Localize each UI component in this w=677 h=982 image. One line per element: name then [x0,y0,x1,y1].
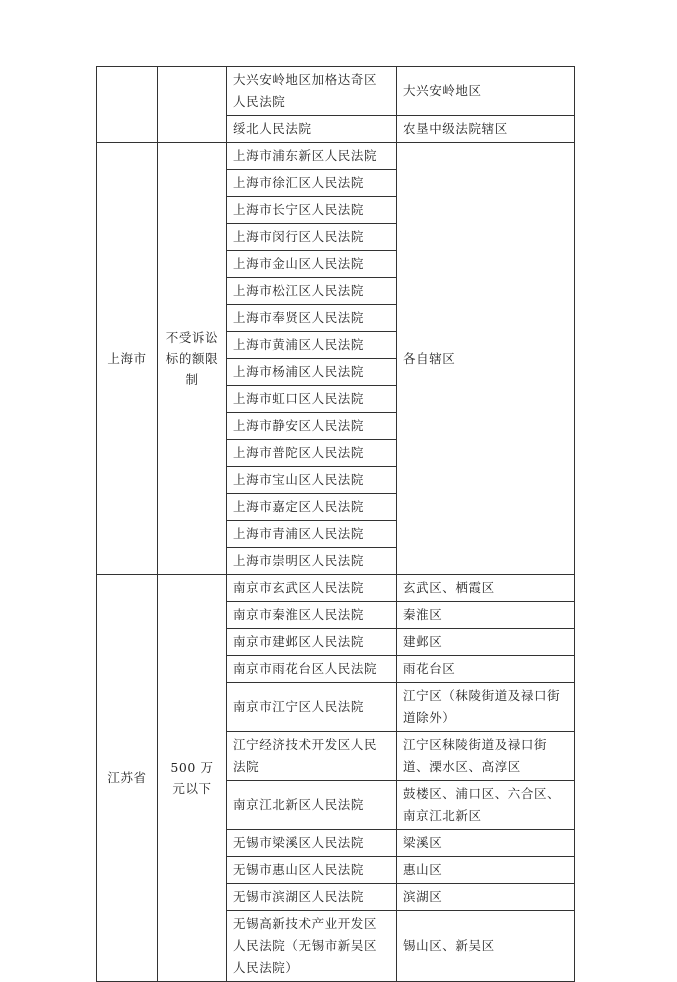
court-cell: 上海市嘉定区人民法院 [227,494,397,521]
court-cell: 江宁经济技术开发区人民法院 [227,732,397,781]
amount-cell-jiangsu: 500 万元以下 [158,575,227,982]
area-cell-shanghai: 各自辖区 [397,143,575,575]
area-cell: 大兴安岭地区 [397,67,575,116]
court-cell: 南京市建邺区人民法院 [227,629,397,656]
area-cell: 雨花台区 [397,656,575,683]
court-cell: 上海市奉贤区人民法院 [227,305,397,332]
court-cell: 上海市徐汇区人民法院 [227,170,397,197]
area-cell: 玄武区、栖霞区 [397,575,575,602]
court-cell: 南京市秦淮区人民法院 [227,602,397,629]
amount-cell-shanghai: 不受诉讼标的额限制 [158,143,227,575]
province-cell-shanghai: 上海市 [97,143,158,575]
province-cell-jiangsu: 江苏省 [97,575,158,982]
province-cell [97,67,158,143]
court-cell: 上海市金山区人民法院 [227,251,397,278]
area-cell: 鼓楼区、浦口区、六合区、南京江北新区 [397,781,575,830]
area-cell: 梁溪区 [397,830,575,857]
amount-cell [158,67,227,143]
table-row [97,143,575,170]
court-cell: 上海市青浦区人民法院 [227,521,397,548]
area-cell: 秦淮区 [397,602,575,629]
area-cell: 滨湖区 [397,884,575,911]
court-cell: 上海市普陀区人民法院 [227,440,397,467]
area-cell: 江宁区（秣陵街道及禄口街道除外） [397,683,575,732]
court-cell: 南京市江宁区人民法院 [227,683,397,732]
court-cell: 上海市松江区人民法院 [227,278,397,305]
table-row [97,575,575,602]
court-cell: 上海市崇明区人民法院 [227,548,397,575]
court-cell: 无锡市惠山区人民法院 [227,857,397,884]
court-cell: 上海市浦东新区人民法院 [227,143,397,170]
table-row [97,67,575,116]
area-cell: 建邺区 [397,629,575,656]
area-cell: 江宁区秣陵街道及禄口街道、溧水区、高淳区 [397,732,575,781]
area-cell: 惠山区 [397,857,575,884]
court-cell: 上海市黄浦区人民法院 [227,332,397,359]
court-cell: 南京江北新区人民法院 [227,781,397,830]
court-cell: 上海市闵行区人民法院 [227,224,397,251]
court-cell: 无锡市梁溪区人民法院 [227,830,397,857]
court-cell: 大兴安岭地区加格达奇区人民法院 [227,67,397,116]
area-cell: 农垦中级法院辖区 [397,116,575,143]
court-cell: 上海市杨浦区人民法院 [227,359,397,386]
court-cell: 南京市雨花台区人民法院 [227,656,397,683]
court-cell: 上海市长宁区人民法院 [227,197,397,224]
court-cell: 上海市宝山区人民法院 [227,467,397,494]
court-jurisdiction-table [96,66,575,982]
court-cell: 南京市玄武区人民法院 [227,575,397,602]
court-cell: 无锡市滨湖区人民法院 [227,884,397,911]
court-cell: 绥北人民法院 [227,116,397,143]
court-cell: 无锡高新技术产业开发区人民法院（无锡市新吴区人民法院） [227,911,397,982]
court-cell: 上海市静安区人民法院 [227,413,397,440]
area-cell: 锡山区、新吴区 [397,911,575,982]
court-cell: 上海市虹口区人民法院 [227,386,397,413]
